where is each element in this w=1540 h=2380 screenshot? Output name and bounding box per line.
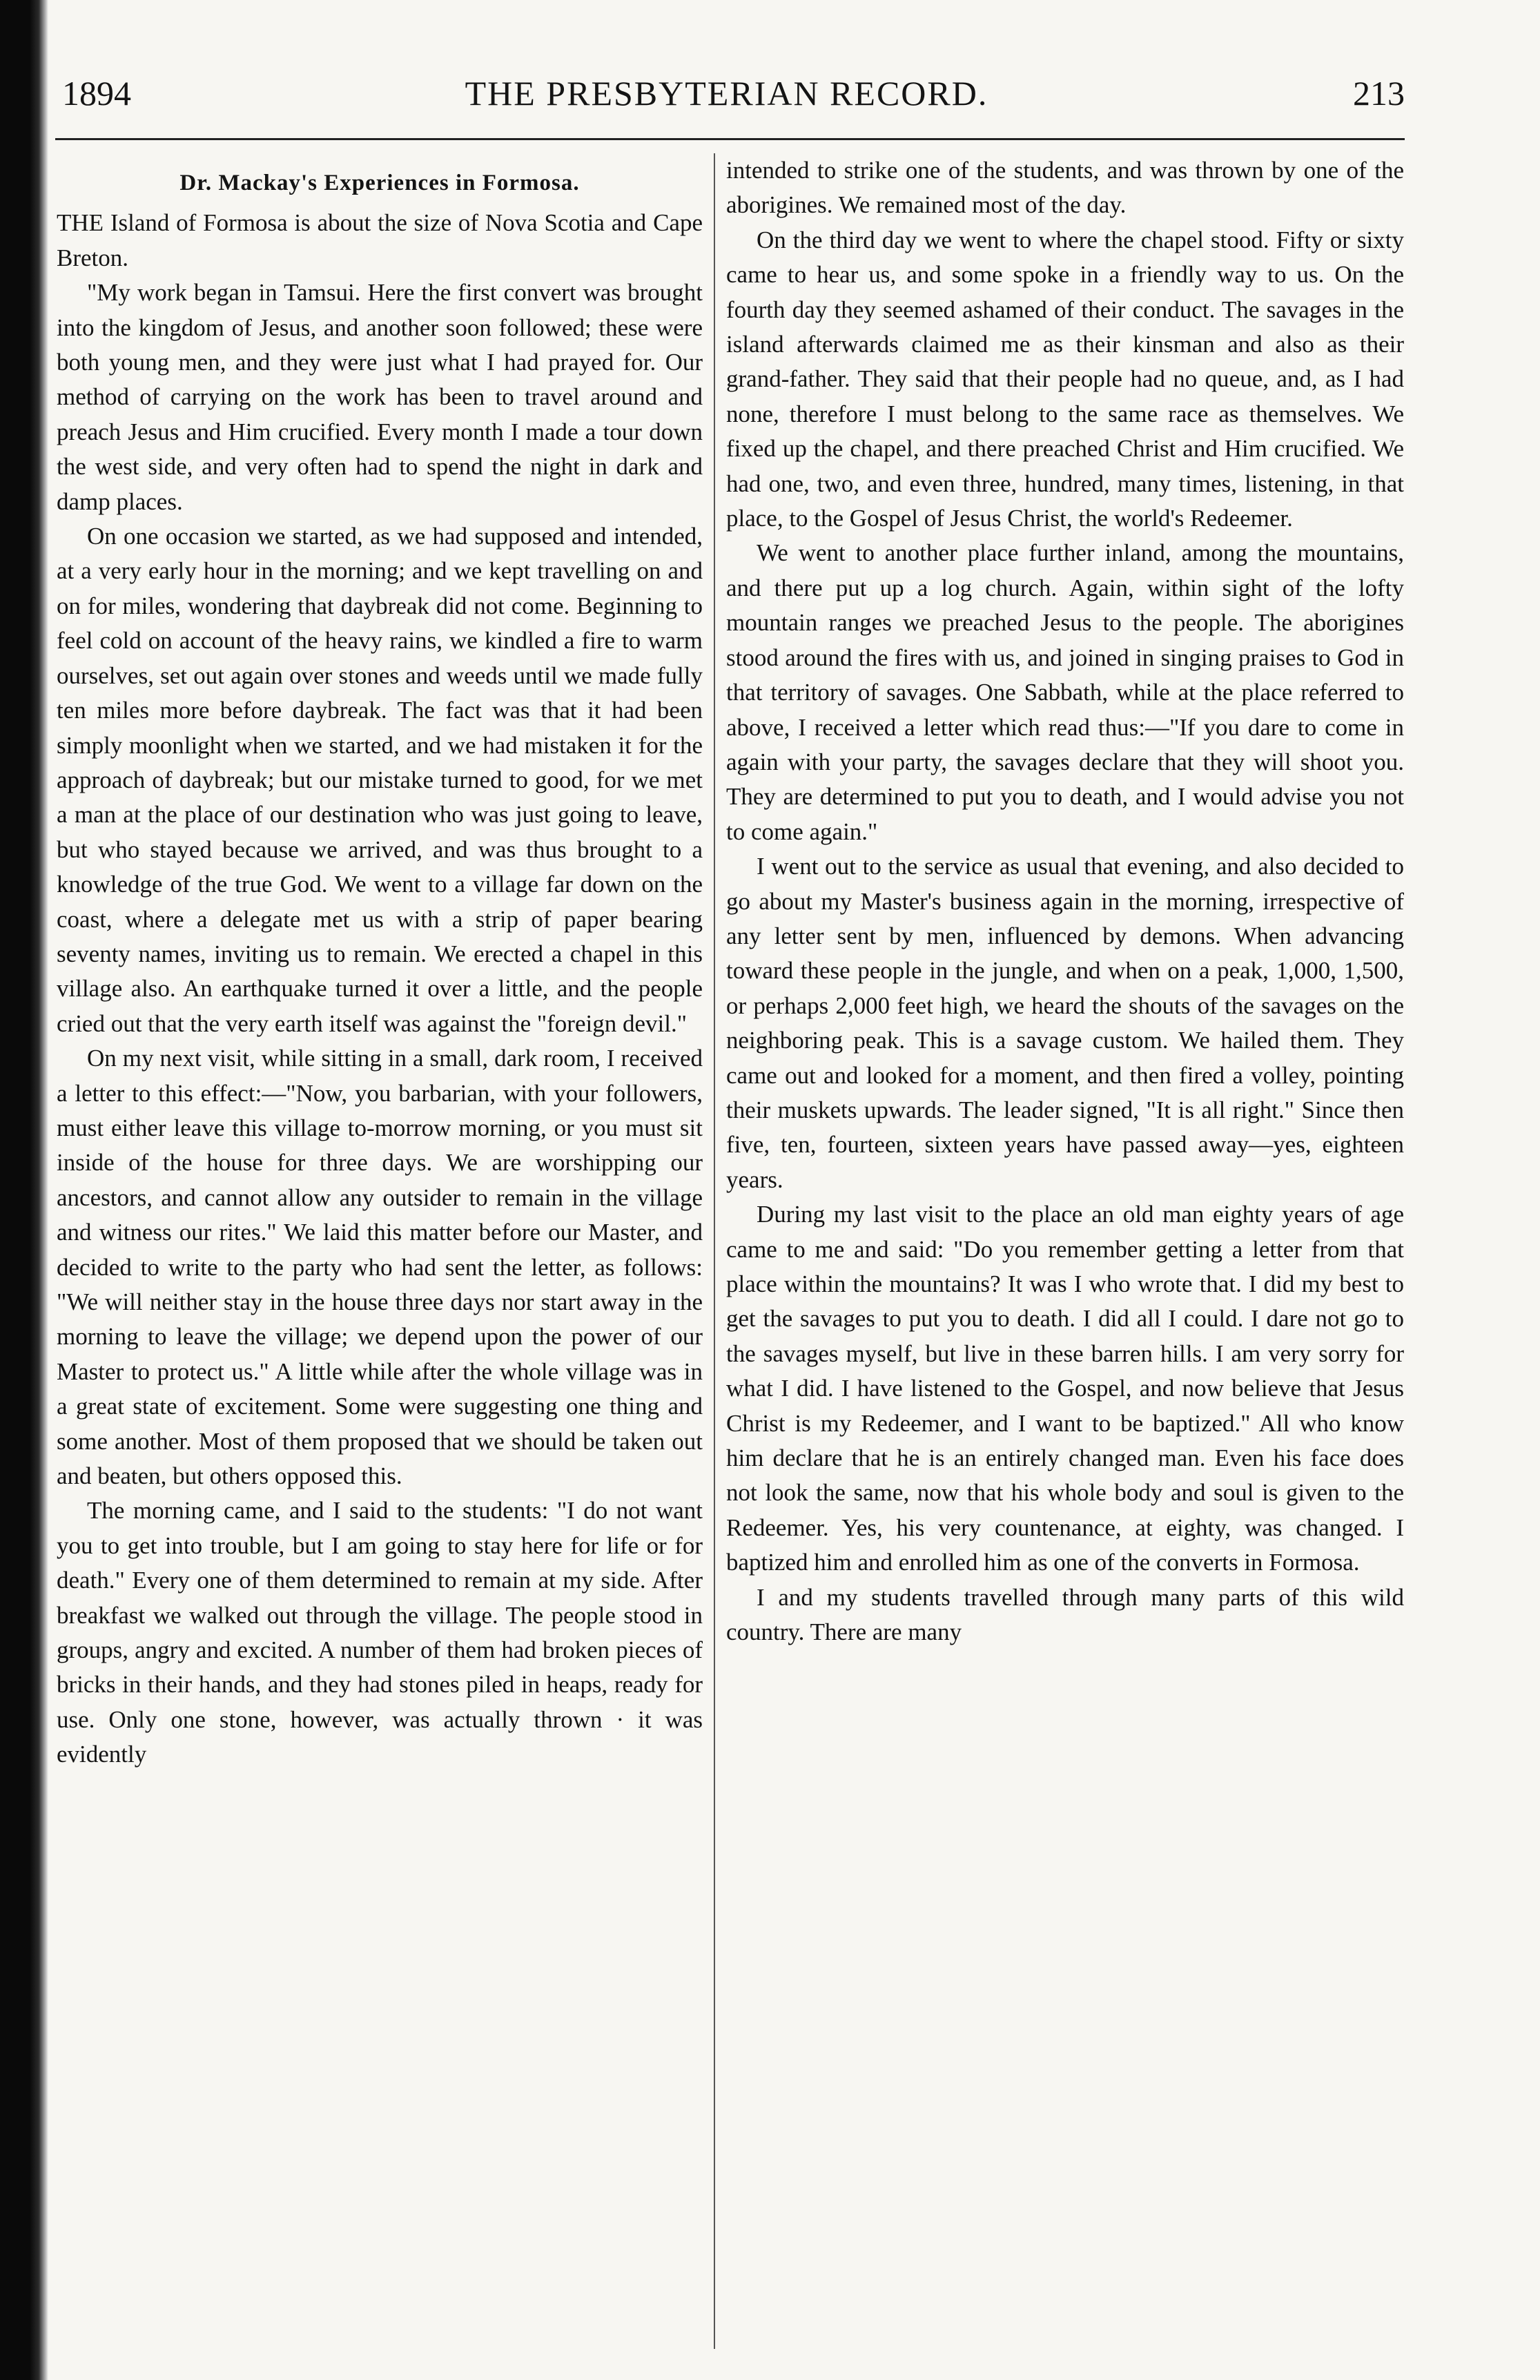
page-binding-shadow (0, 0, 48, 2380)
paragraph: intended to strike one of the students, and was thrown by one of the aborigines. We remained most of the day. (726, 157, 1404, 219)
paragraph: On one occasion we started, as we had supposed and intended, at a very early hour in the morning; and we kept travelling on and on for miles, wondering that daybreak did not come. Beginning to feel cold on account of the heavy rains, we kindled a fire to warm ourselves, set out again over stones and weeds until we made fully ten miles more before daybreak. The fact was that it had been simply moonlight when we started, and we had mistaken it for the approach of daybreak; but our mistake turned to good, for we met a man at the place of our destination who was just going to leave, but who stayed because we arrived, and was thus brought to a knowledge of the true God. We went to a village far down on the coast, where a delegate met us with a strip of paper bearing seventy names, inviting us to remain. We erected a chapel in this village also. An earthquake turned it over a little, and the people cried out that the very earth itself was against the "foreign devil." (57, 523, 703, 1037)
paragraph: I went out to the service as usual that evening, and also decided to go about my Master's business again in the morning, irrespective of any letter sent by men, influenced by demons. When advancing toward these people in the jungle, and when on a peak, 1,000, 1,500, or perhaps 2,000 feet high, we heard the shouts of the savages on the neighboring peak. This is a savage custom. We hailed them. They came out and looked for a moment, and then fired a volley, pointing their muskets upwards. The leader signed, "It is all right." Since then five, ten, fourteen, sixteen years have passed away—yes, eighteen years. (726, 853, 1404, 1193)
paragraph: "My work began in Tamsui. Here the first convert was brought into the kingdom of Jesus, and another soon followed; these were both young men, and they were just what I had prayed for. Our method of carrying on the work has been to travel around and preach Jesus and Him crucified. Every month I made a tour down the west side, and very often had to spend the night in dark and damp places. (57, 279, 703, 515)
paragraph: The morning came, and I said to the students: "I do not want you to get into trouble, but I am going to stay here for life or for death." Every one of them determined to remain at my side. After breakfast we walked out through the village. The people stood in groups, angry and excited. A number of them had broken pieces of bricks in their hands, and they had stones piled in heaps, ready for use. Only one stone, however, was actually thrown · it was evidently (57, 1497, 703, 1768)
paragraph: I and my students travelled through many parts of this wild country. There are many (726, 1583, 1404, 1646)
page-header (48, 66, 1405, 121)
article-heading: Dr. Mackay's Experiences in Formosa. (179, 171, 580, 195)
column-divider (714, 153, 715, 2349)
paragraph: On my next visit, while sitting in a small, dark room, I received a letter to this effect:—"Now, you barbarian, with your followers, must either leave this village to-morrow morning, or you must sit inside of the house for three days. We are worshipping our ancestors, and cannot allow any outsider to remain in the village and witness our rites." We laid this matter before our Master, and decided to write to the party who had sent the letter, as follows: "We will neither stay in the house three days nor start away in the morning to leave the village; we depend upon the power of our Master to protect us." A little while after the whole village was in a great state of excitement. Some were suggesting one thing and some another. Most of them proposed that we should be taken out and beaten, but others opposed this. (57, 1045, 703, 1490)
header-year: 1894 (62, 74, 131, 113)
header-rule (55, 138, 1405, 140)
right-column (726, 153, 1404, 2349)
paragraph: On the third day we went to where the chapel stood. Fifty or sixty came to hear us, and some spoke in a friendly way to us. On the fourth day they seemed ashamed of their conduct. The savages in the island afterwards claimed me as their kinsman and also as their grand-father. They said that their people had no queue, and, as I had none, therefore I must belong to the same race as themselves. We fixed up the chapel, and there preached Christ and Him crucified. We had one, two, and even three, hundred, many times, listening, in that place, to the Gospel of Jesus Christ, the world's Redeemer. (726, 226, 1404, 532)
paragraph: THE Island of Formosa is about the size of Nova Scotia and Cape Breton. (57, 209, 703, 271)
left-column (57, 153, 703, 2349)
paragraph: During my last visit to the place an old man eighty years of age came to me and said: "Do you remember getting a letter from that place within the mountains? It was I who wrote that. I did my best to get the savages to put you to death. I did all I could. I dare not go to the savages myself, but live in these barren hills. I am very sorry for what I did. I have listened to the Gospel, and now believe that Jesus Christ is my Redeemer, and I want to be baptized." All who know him declare that he is an entirely changed man. Even his face does not look the same, now that his whole body and soul is given to the Redeemer. Yes, his very countenance, at eighty, was changed. I baptized him and enrolled him as one of the converts in Formosa. (726, 1201, 1404, 1576)
paragraph: We went to another place further inland, among the mountains, and there put up a log church. Again, within sight of the lofty mountain ranges we preached Jesus to the people. The aborigines stood around the fires with us, and joined in singing praises to God in that territory of savages. One Sabbath, while at the place referred to above, I received a letter which read thus:—"If you dare to come in again with your party, the savages declare that they will shoot you. They are determined to put you to death, and I would advise you not to come again." (726, 539, 1404, 845)
header-page-number: 213 (1353, 74, 1405, 113)
header-title: THE PRESBYTERIAN RECORD. (465, 74, 988, 113)
